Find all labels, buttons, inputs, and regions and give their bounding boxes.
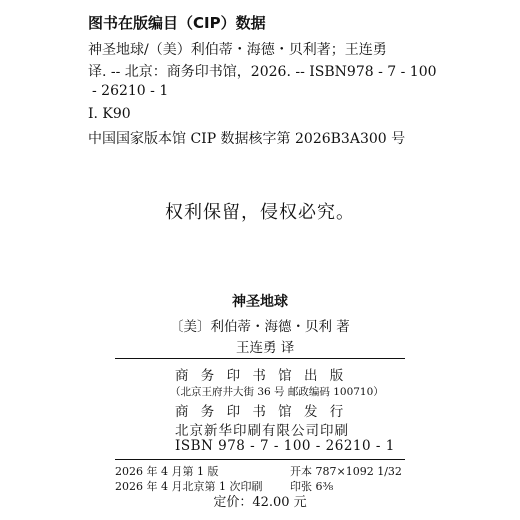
publisher-name: 商 务 印 书 馆 出 版 (175, 368, 348, 384)
first-edition: 2026 年 4 月第 1 版 (115, 465, 219, 478)
printed-sheets: 印张 6⅜ (290, 480, 334, 493)
rights-statement: 权利保留，侵权必究。 (165, 202, 355, 223)
first-print: 2026 年 4 月北京第 1 次印刷 (115, 480, 263, 493)
cip-line-5: 中国国家版本馆 CIP 数据核字第 2026B3A300 号 (88, 131, 406, 147)
distributor: 商 务 印 书 馆 发 行 (175, 404, 348, 420)
isbn: ISBN 978 - 7 - 100 - 26210 - 1 (175, 438, 395, 454)
publisher-address: （北京王府井大街 36 号 邮政编码 100710） (170, 386, 384, 398)
cip-line-3: - 26210 - 1 (92, 83, 169, 99)
cip-line-1: 神圣地球/（美）利伯蒂・海德・贝利著；王连勇 (88, 42, 387, 58)
cip-heading: 图书在版编目（CIP）数据 (88, 14, 266, 32)
printer: 北京新华印刷有限公司印刷 (175, 423, 349, 439)
book-translator: 王连勇 译 (236, 340, 295, 356)
book-title: 神圣地球 (232, 294, 288, 310)
book-author: 〔美〕利伯蒂・海德・贝利 著 (170, 319, 350, 335)
divider-bottom (115, 459, 405, 460)
cip-line-2: 译. -- 北京：商务印书馆，2026. -- ISBN978 - 7 - 100 (88, 64, 437, 80)
divider-top (115, 358, 405, 359)
format: 开本 787×1092 1/32 (290, 465, 402, 478)
price: 定价：42.00 元 (213, 495, 307, 510)
cip-line-4: I. K90 (88, 106, 131, 122)
